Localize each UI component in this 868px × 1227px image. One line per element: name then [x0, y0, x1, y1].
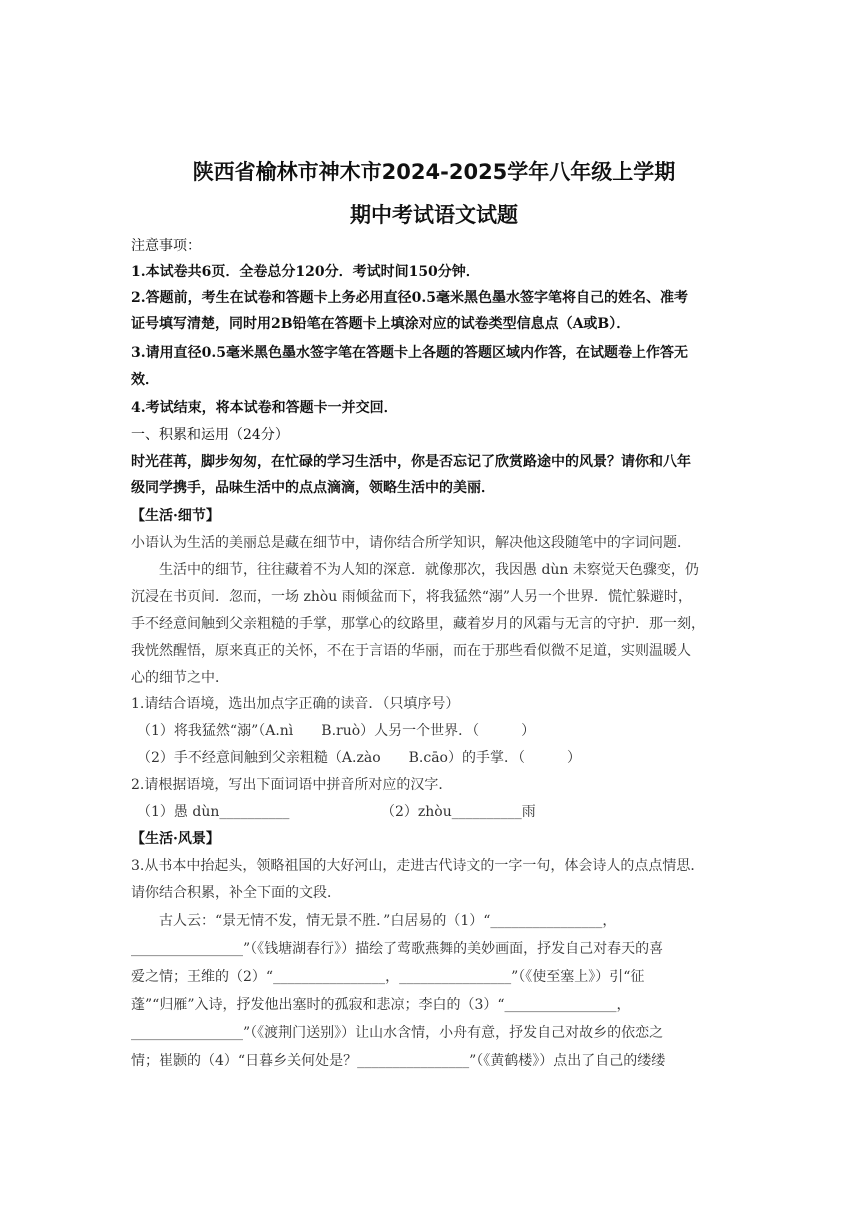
passage-line: 心的细节之中．: [131, 670, 229, 686]
question-1-item: （2）手不经意间触到父亲粗糙（A.zào B.cāo）的手掌．（ ）: [137, 750, 581, 766]
notice-item: 证号填写清楚，同时用2B铅笔在答题卡上填涂对应的试卷类型信息点（A或B）．: [131, 316, 631, 332]
question-1: 1.请结合语境，选出加点字正确的读音．（只填序号）: [131, 696, 460, 712]
subsection-heading: 【生活·风景】: [131, 831, 220, 847]
question-2-item: （1）愚 dùn__________: [137, 804, 290, 820]
question-3-passage-line: ________________”（《钱塘湖春行》）描绘了莺歌燕舞的美妙画面，抒发自己对春天的喜: [131, 941, 664, 957]
question-3-passage-line: 情；崔颢的（4）“日暮乡关何处是？________________”（《黄鹤楼》）点出了自己的缕缕: [131, 1053, 666, 1069]
question-3: 3.从书本中抬起头，领略祖国的大好河山，走进古代诗文的一字一句，体会诗人的点点情思．: [131, 858, 705, 874]
question-3-passage-line: 古人云：“景无情不发，情无景不胜．”白居易的（1）“________________，: [159, 913, 617, 929]
exam-title-line-2: 期中考试语文试题: [350, 203, 518, 227]
subsection-lead: 小语认为生活的美丽总是藏在细节中，请你结合所学知识，解决他这段随笔中的字词问题．: [131, 535, 691, 551]
subsection-heading: 【生活·细节】: [131, 508, 220, 524]
question-3-passage-line: 蓬”“归雁”入诗，抒发他出塞时的孤寂和悲凉；李白的（3）“________________，: [131, 997, 631, 1013]
section-heading: 一、积累和运用（24分）: [131, 427, 289, 443]
notice-item: 3.请用直径0.5毫米黑色墨水签字笔在答题卡上各题的答题区域内作答，在试题卷上作答无: [131, 345, 688, 361]
notice-heading: 注意事项：: [131, 238, 201, 254]
notice-item: 1.本试卷共6页．全卷总分120分．考试时间150分钟．: [131, 264, 480, 280]
notice-item: 效．: [131, 372, 159, 388]
passage-line: 我恍然醒悟，原来真正的关怀，不在于言语的华丽，而在于那些看似微不足道，实则温暖人: [131, 643, 691, 659]
question-1-item: （1）将我猛然“溺”（A.nì B.ruò）人另一个世界．（ ）: [137, 723, 536, 739]
passage-line: 手不经意间触到父亲粗糙的手掌，那掌心的纹路里，藏着岁月的风霜与无言的守护．那一刻，: [131, 616, 705, 632]
question-2-item: （2）zhòu__________雨: [381, 804, 536, 820]
exam-title-line-1: 陕西省榆林市神木市2024-2025学年八年级上学期: [192, 160, 676, 184]
question-3-passage-line: ________________”（《渡荆门送别》）让山水含情，小舟有意，抒发自己对故乡的依恋之: [131, 1025, 664, 1041]
passage-line: 生活中的细节，往往藏着不为人知的深意．就像那次，我因愚 dùn 未察觉天色骤变，仍: [159, 562, 699, 578]
intro-line: 级同学携手，品味生活中的点点滴滴，领略生活中的美丽．: [131, 480, 495, 496]
notice-item: 2.答题前，考生在试卷和答题卡上务必用直径0.5毫米黑色墨水签字笔将自己的姓名、准考: [131, 290, 688, 306]
question-3-passage-line: 爱之情；王维的（2）“________________，________________”（《使至塞上》）引“征: [131, 969, 645, 985]
question-2: 2.请根据语境，写出下面词语中拼音所对应的汉字．: [131, 777, 453, 793]
intro-line: 时光荏苒，脚步匆匆，在忙碌的学习生活中，你是否忘记了欣赏路途中的风景？请你和八年: [131, 454, 691, 470]
passage-line: 沉浸在书页间．忽而，一场 zhòu 雨倾盆而下，将我猛然“溺”人另一个世界．慌忙躲避时，: [131, 589, 693, 605]
question-3: 请你结合积累，补全下面的文段．: [131, 885, 341, 901]
notice-item: 4.考试结束，将本试卷和答题卡一并交回．: [131, 400, 398, 416]
